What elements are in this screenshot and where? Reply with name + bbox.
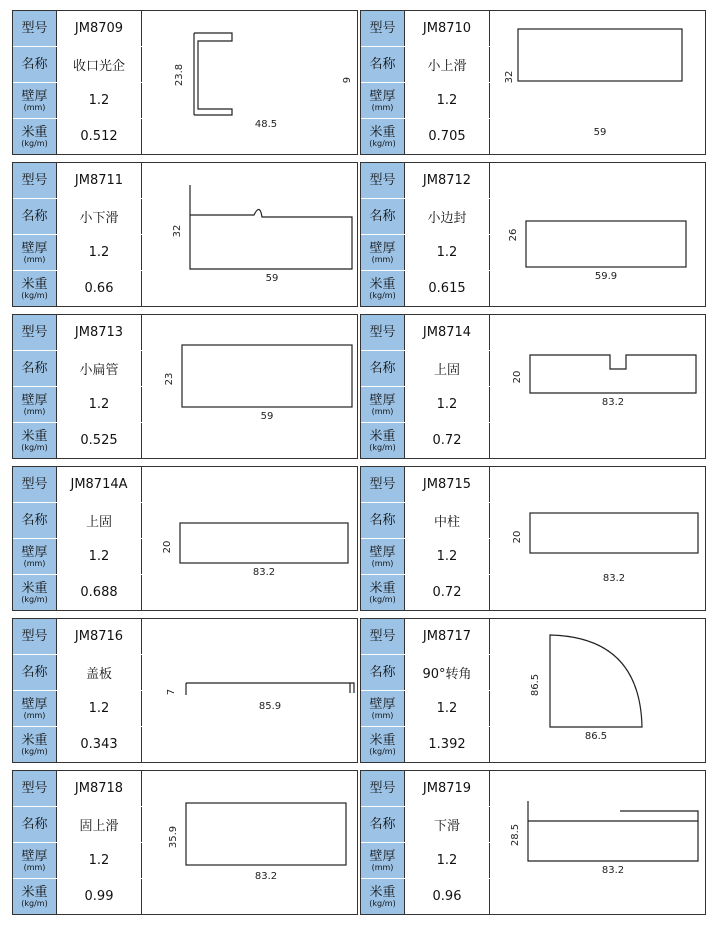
thickness-value: 1.2 bbox=[57, 691, 142, 726]
weight-label: 米重 (kg/m) bbox=[13, 879, 57, 914]
name-value: 收口光企 bbox=[57, 47, 142, 82]
weight-value: 0.99 bbox=[57, 879, 142, 914]
model-label: 型号 bbox=[361, 315, 405, 350]
dimension-label: 83.2 bbox=[601, 865, 625, 876]
name-value: 中柱 bbox=[405, 503, 490, 538]
thickness-value: 1.2 bbox=[405, 691, 490, 726]
dimension-label: 20 bbox=[512, 370, 523, 384]
profile-drawing bbox=[142, 11, 357, 154]
thickness-value: 1.2 bbox=[405, 843, 490, 878]
dimension-label: 59 bbox=[265, 273, 279, 284]
name-label: 名称 bbox=[13, 199, 57, 234]
weight-value: 0.705 bbox=[405, 119, 490, 154]
model-value: JM8714 bbox=[405, 315, 490, 350]
model-label: 型号 bbox=[13, 315, 57, 350]
thickness-value: 1.2 bbox=[57, 843, 142, 878]
thickness-label: 壁厚 (mm) bbox=[13, 539, 57, 574]
name-label: 名称 bbox=[361, 807, 405, 842]
thickness-label: 壁厚 (mm) bbox=[361, 691, 405, 726]
profile-drawing bbox=[490, 163, 705, 306]
weight-label: 米重 (kg/m) bbox=[361, 727, 405, 762]
thickness-label: 壁厚 (mm) bbox=[361, 235, 405, 270]
dimension-label: 83.2 bbox=[601, 397, 625, 408]
name-value: 固上滑 bbox=[57, 807, 142, 842]
weight-value: 0.72 bbox=[405, 575, 490, 610]
dimension-label: 59 bbox=[593, 127, 607, 138]
dimension-label: 32 bbox=[504, 70, 515, 84]
weight-label: 米重 (kg/m) bbox=[13, 575, 57, 610]
profile-card-jm8714 bbox=[360, 314, 706, 459]
name-label: 名称 bbox=[13, 351, 57, 386]
weight-value: 0.615 bbox=[405, 271, 490, 306]
weight-label: 米重 (kg/m) bbox=[13, 271, 57, 306]
weight-value: 1.392 bbox=[405, 727, 490, 762]
dimension-label: 83.2 bbox=[254, 871, 278, 882]
model-value: JM8713 bbox=[57, 315, 142, 350]
dimension-label: 23.8 bbox=[174, 63, 185, 87]
dimension-label: 85.9 bbox=[258, 701, 282, 712]
weight-label: 米重 (kg/m) bbox=[361, 423, 405, 458]
name-label: 名称 bbox=[13, 503, 57, 538]
weight-label: 米重 (kg/m) bbox=[361, 271, 405, 306]
name-value: 下滑 bbox=[405, 807, 490, 842]
model-value: JM8709 bbox=[57, 11, 142, 46]
model-label: 型号 bbox=[361, 467, 405, 502]
dimension-label: 32 bbox=[172, 224, 183, 238]
name-label: 名称 bbox=[361, 503, 405, 538]
thickness-label: 壁厚 (mm) bbox=[13, 235, 57, 270]
profile-card-jm8719 bbox=[360, 770, 706, 915]
dimension-label: 48.5 bbox=[254, 119, 278, 130]
weight-value: 0.512 bbox=[57, 119, 142, 154]
profile-drawing bbox=[142, 163, 357, 306]
model-value: JM8717 bbox=[405, 619, 490, 654]
weight-value: 0.96 bbox=[405, 879, 490, 914]
profile-card-jm8717 bbox=[360, 618, 706, 763]
dimension-label: 86.5 bbox=[584, 731, 608, 742]
model-label: 型号 bbox=[361, 163, 405, 198]
profile-card-jm8711 bbox=[12, 162, 358, 307]
name-value: 小上滑 bbox=[405, 47, 490, 82]
thickness-label: 壁厚 (mm) bbox=[13, 691, 57, 726]
thickness-value: 1.2 bbox=[405, 235, 490, 270]
name-label: 名称 bbox=[13, 47, 57, 82]
model-label: 型号 bbox=[13, 163, 57, 198]
name-value: 90°转角 bbox=[405, 655, 490, 690]
dimension-label: 83.2 bbox=[252, 567, 276, 578]
weight-label: 米重 (kg/m) bbox=[13, 727, 57, 762]
profile-card-jm8712 bbox=[360, 162, 706, 307]
profile-card-jm8709 bbox=[12, 10, 358, 155]
model-label: 型号 bbox=[361, 619, 405, 654]
thickness-label: 壁厚 (mm) bbox=[361, 843, 405, 878]
dimension-label: 59 bbox=[260, 411, 274, 422]
profile-drawing bbox=[490, 771, 705, 914]
thickness-label: 壁厚 (mm) bbox=[13, 387, 57, 422]
model-label: 型号 bbox=[361, 11, 405, 46]
model-label: 型号 bbox=[13, 11, 57, 46]
name-label: 名称 bbox=[361, 199, 405, 234]
thickness-value: 1.2 bbox=[405, 387, 490, 422]
thickness-value: 1.2 bbox=[57, 539, 142, 574]
model-value: JM8718 bbox=[57, 771, 142, 806]
profile-drawing bbox=[142, 315, 357, 458]
model-label: 型号 bbox=[361, 771, 405, 806]
dimension-label: 7 bbox=[166, 688, 177, 696]
name-label: 名称 bbox=[361, 655, 405, 690]
name-label: 名称 bbox=[13, 655, 57, 690]
model-value: JM8711 bbox=[57, 163, 142, 198]
model-value: JM8714A bbox=[57, 467, 142, 502]
profile-card-jm8716 bbox=[12, 618, 358, 763]
thickness-value: 1.2 bbox=[57, 235, 142, 270]
model-value: JM8716 bbox=[57, 619, 142, 654]
model-value: JM8719 bbox=[405, 771, 490, 806]
profile-card-jm8710 bbox=[360, 10, 706, 155]
dimension-label: 35.9 bbox=[168, 825, 179, 849]
thickness-label: 壁厚 (mm) bbox=[361, 387, 405, 422]
profile-drawing bbox=[490, 315, 705, 458]
name-value: 上固 bbox=[57, 503, 142, 538]
dimension-label: 9 bbox=[342, 76, 353, 84]
thickness-label: 壁厚 (mm) bbox=[13, 843, 57, 878]
dimension-label: 59.9 bbox=[594, 271, 618, 282]
weight-label: 米重 (kg/m) bbox=[361, 575, 405, 610]
dimension-label: 86.5 bbox=[530, 673, 541, 697]
name-value: 小边封 bbox=[405, 199, 490, 234]
dimension-label: 83.2 bbox=[602, 573, 626, 584]
weight-value: 0.525 bbox=[57, 423, 142, 458]
thickness-label: 壁厚 (mm) bbox=[361, 83, 405, 118]
thickness-value: 1.2 bbox=[57, 387, 142, 422]
profile-drawing bbox=[490, 619, 705, 762]
weight-label: 米重 (kg/m) bbox=[13, 119, 57, 154]
thickness-value: 1.2 bbox=[57, 83, 142, 118]
profile-drawing bbox=[490, 11, 705, 154]
weight-label: 米重 (kg/m) bbox=[13, 423, 57, 458]
model-value: JM8715 bbox=[405, 467, 490, 502]
name-label: 名称 bbox=[361, 47, 405, 82]
model-label: 型号 bbox=[13, 771, 57, 806]
model-label: 型号 bbox=[13, 467, 57, 502]
weight-label: 米重 (kg/m) bbox=[361, 879, 405, 914]
dimension-label: 20 bbox=[162, 540, 173, 554]
profile-drawing bbox=[142, 467, 357, 610]
weight-value: 0.688 bbox=[57, 575, 142, 610]
profile-drawing bbox=[490, 467, 705, 610]
profile-card-jm8718 bbox=[12, 770, 358, 915]
name-value: 小下滑 bbox=[57, 199, 142, 234]
weight-label: 米重 (kg/m) bbox=[361, 119, 405, 154]
profile-card-jm8714a bbox=[12, 466, 358, 611]
name-label: 名称 bbox=[361, 351, 405, 386]
profile-card-jm8715 bbox=[360, 466, 706, 611]
name-value: 盖板 bbox=[57, 655, 142, 690]
thickness-label: 壁厚 (mm) bbox=[13, 83, 57, 118]
profile-card-jm8713 bbox=[12, 314, 358, 459]
name-value: 上固 bbox=[405, 351, 490, 386]
thickness-value: 1.2 bbox=[405, 539, 490, 574]
profile-drawing bbox=[142, 771, 357, 914]
dimension-label: 26 bbox=[508, 228, 519, 242]
profile-drawing bbox=[142, 619, 357, 762]
name-label: 名称 bbox=[13, 807, 57, 842]
name-value: 小扁管 bbox=[57, 351, 142, 386]
thickness-label: 壁厚 (mm) bbox=[361, 539, 405, 574]
weight-value: 0.66 bbox=[57, 271, 142, 306]
thickness-value: 1.2 bbox=[405, 83, 490, 118]
weight-value: 0.343 bbox=[57, 727, 142, 762]
dimension-label: 20 bbox=[512, 530, 523, 544]
model-label: 型号 bbox=[13, 619, 57, 654]
model-value: JM8710 bbox=[405, 11, 490, 46]
model-value: JM8712 bbox=[405, 163, 490, 198]
weight-value: 0.72 bbox=[405, 423, 490, 458]
dimension-label: 23 bbox=[164, 372, 175, 386]
dimension-label: 28.5 bbox=[510, 823, 521, 847]
